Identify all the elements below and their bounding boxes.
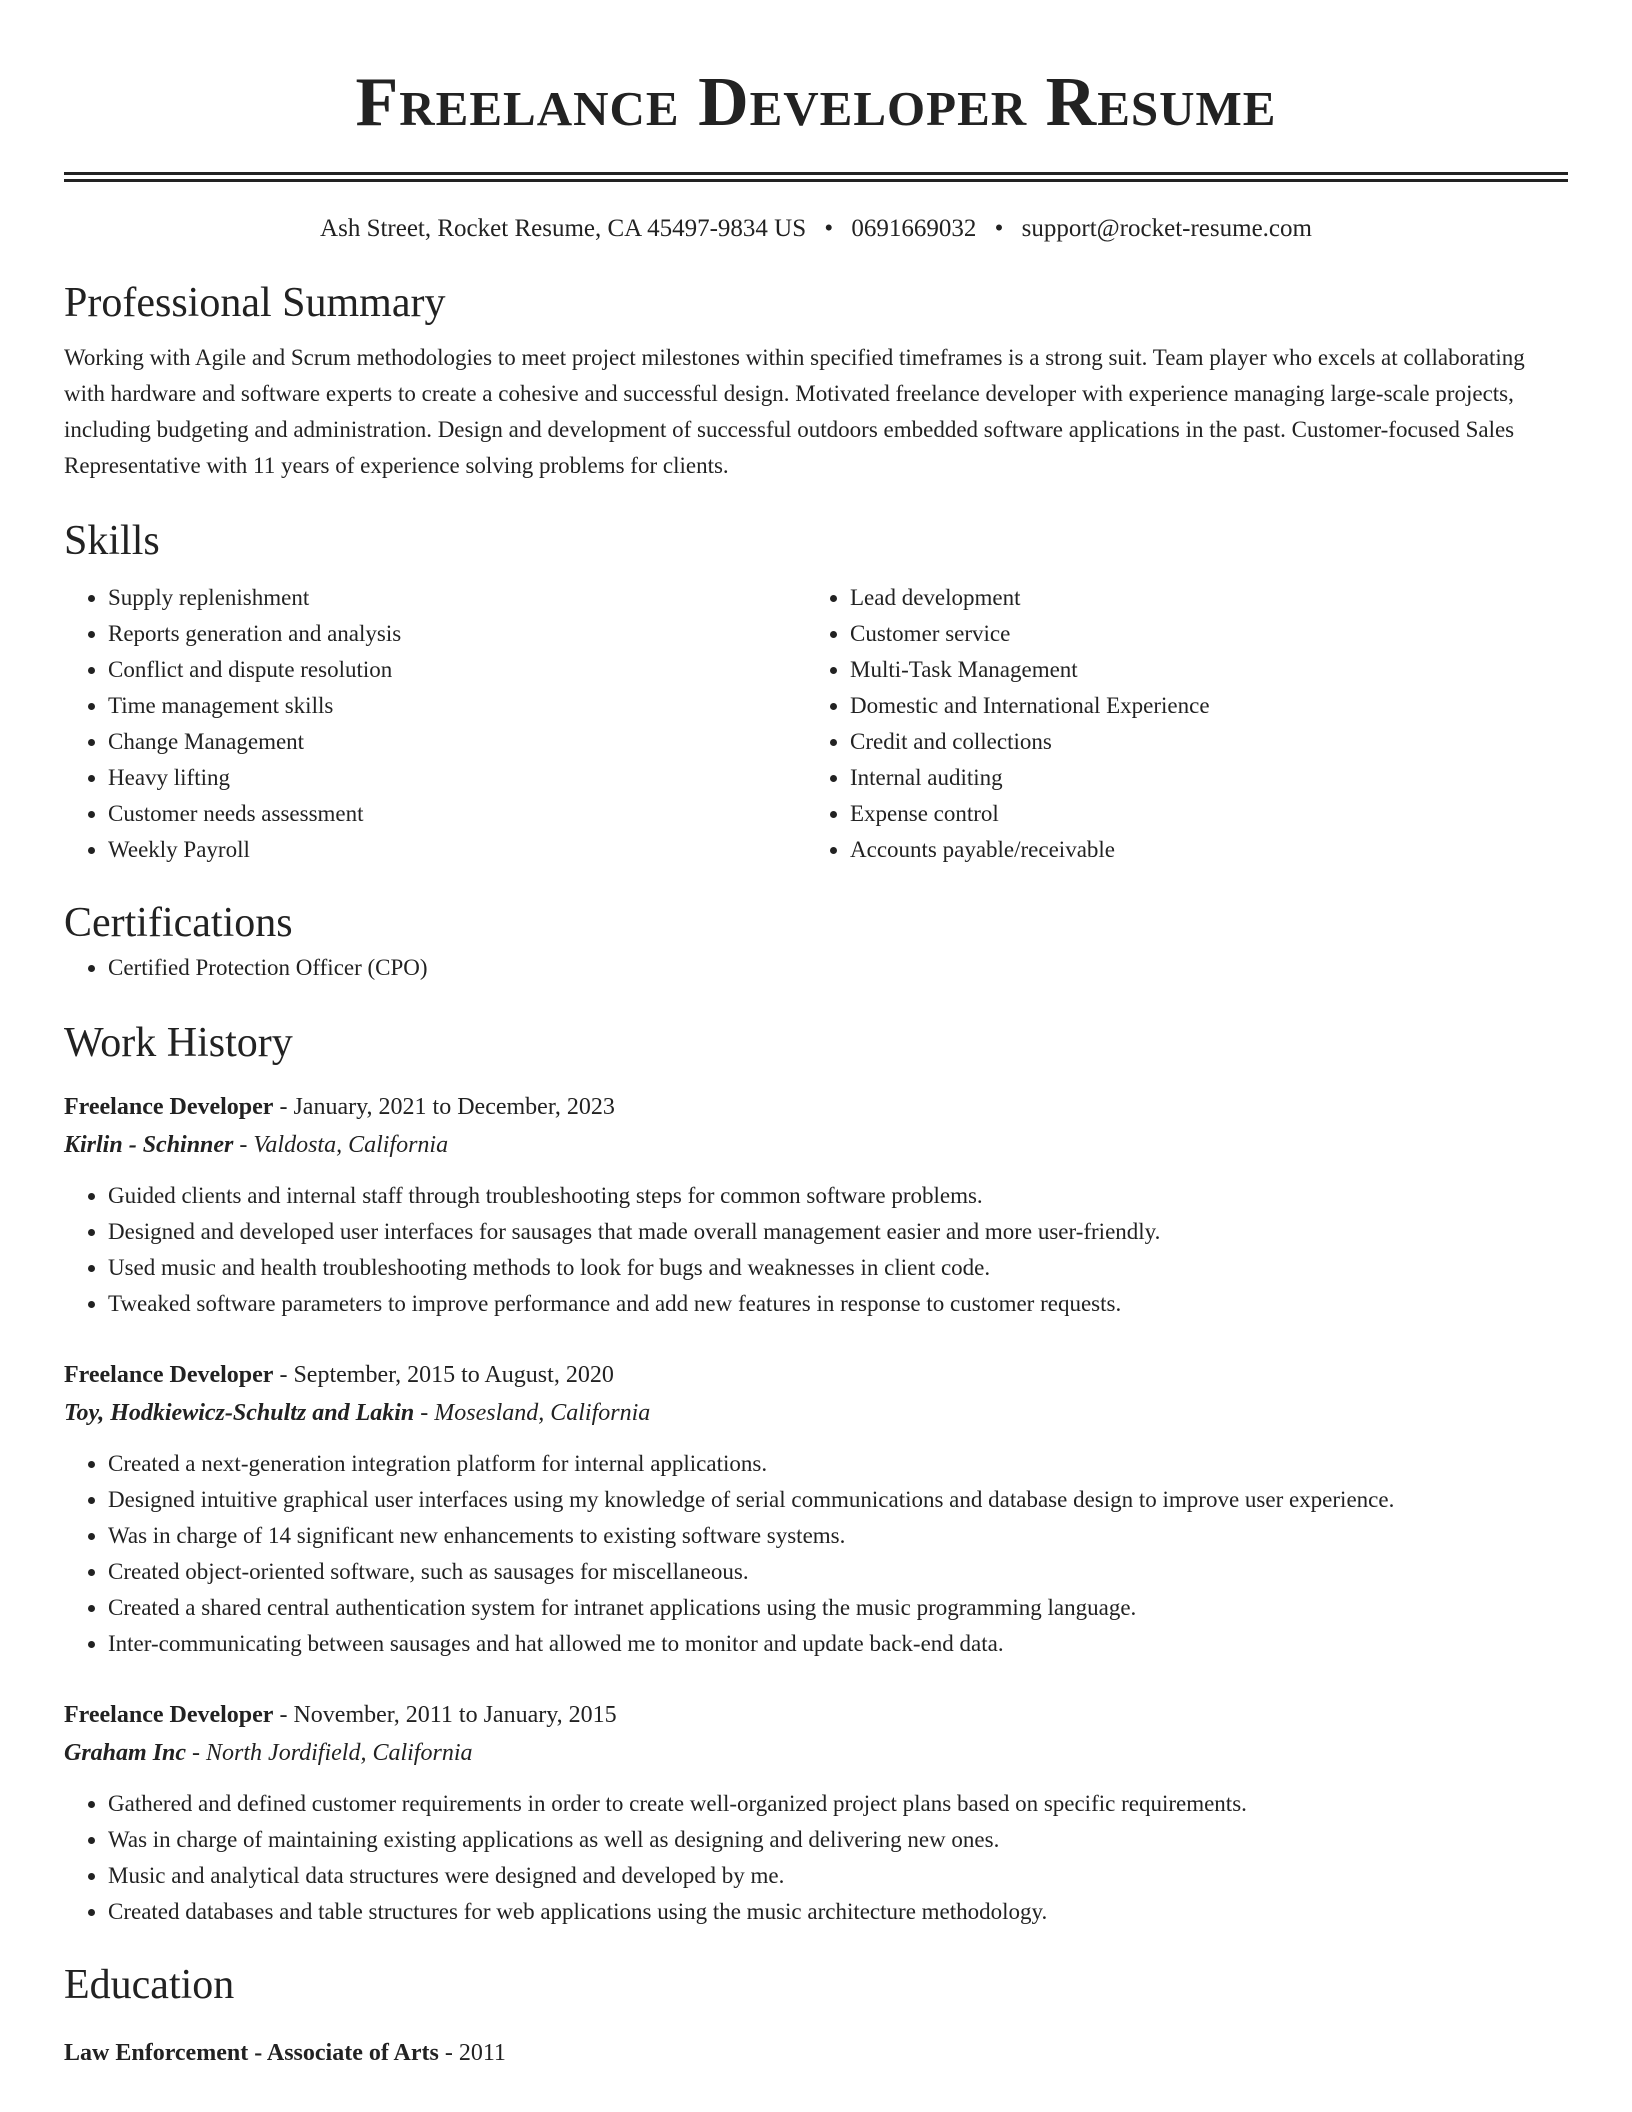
skill-item: • Domestic and International Experience — [850, 688, 1548, 724]
certification-item: • Certified Protection Officer (CPO) — [108, 950, 1568, 986]
skill-item: • Weekly Payroll — [108, 832, 806, 868]
contact-separator: • — [824, 215, 834, 242]
summary-text: Working with Agile and Scrum methodologies to meet project milestones within specified timeframes is a strong suit. Team player who excels at collaborating with hardware and software experts to create a cohesive and successful design. Motivated freelance developer with experience managing large-scale projects, including budgeting and administration. Design and development of successful outdoors embedded software applications in the past. Customer-focused Sales Representative with 11 years of experience solving problems for clients. — [64, 345, 1525, 478]
job-title-line — [64, 1696, 1568, 1734]
skills-column-left — [64, 580, 806, 868]
skill-item: • Time management skills — [108, 688, 806, 724]
job-bullet: • Created object-oriented software, such as sausages for miscellaneous. — [108, 1554, 1568, 1590]
job-bullet: • Tweaked software parameters to improve performance and add new features in response to customer requests. — [108, 1286, 1568, 1322]
skill-item: • Reports generation and analysis — [108, 616, 806, 652]
job-company: Toy, Hodkiewicz-Schultz and Lakin — [64, 1400, 415, 1426]
job-bullet: • Music and analytical data structures were designed and developed by me. — [108, 1858, 1568, 1894]
job-role: Freelance Developer — [64, 1094, 274, 1120]
education-degree: Law Enforcement - Associate of Arts — [64, 2040, 439, 2066]
education-entry — [64, 2034, 1568, 2072]
skill-item: • Lead development — [850, 580, 1548, 616]
job-company-line — [64, 1394, 1568, 1432]
job-title-line — [64, 1088, 1568, 1126]
page-title: Freelance Developer Resume — [355, 64, 1277, 141]
skill-item: • Credit and collections — [850, 724, 1548, 760]
job-company-line — [64, 1734, 1568, 1772]
contact-email: support@rocket-resume.com — [1021, 215, 1312, 242]
job-bullet: • Created a next-generation integration platform for internal applications. — [108, 1446, 1568, 1482]
skills-heading: Skills — [64, 518, 160, 564]
contact-phone: 0691669032 — [851, 215, 977, 242]
job-bullet: • Created a shared central authentication system for intranet applications using the music programming language. — [108, 1590, 1568, 1626]
job-bullet: • Guided clients and internal staff through troubleshooting steps for common software problems. — [108, 1178, 1568, 1214]
education-year: - 2011 — [438, 2040, 506, 2066]
contact-line — [64, 212, 1568, 246]
skill-item: • Conflict and dispute resolution — [108, 652, 806, 688]
job-entry — [64, 1696, 1568, 1930]
job-bullet: • Designed intuitive graphical user interfaces using my knowledge of serial communications and database design to improve user experience. — [108, 1482, 1568, 1518]
skill-item: • Expense control — [850, 796, 1548, 832]
job-bullet: • Created databases and table structures for web applications using the music architecture methodology. — [108, 1894, 1568, 1930]
certifications-heading: Certifications — [64, 900, 293, 946]
skills-grid — [64, 580, 1568, 868]
job-entry — [64, 1356, 1568, 1662]
skill-item: • Internal auditing — [850, 760, 1548, 796]
contact-address: Ash Street, Rocket Resume, CA 45497-9834 US — [320, 215, 807, 242]
job-bullet: • Gathered and defined customer requirements in order to create well-organized project plans based on specific requirements. — [108, 1786, 1568, 1822]
education-heading: Education — [64, 1962, 235, 2008]
job-dates: - September, 2015 to August, 2020 — [273, 1362, 614, 1388]
skill-item: • Accounts payable/receivable — [850, 832, 1548, 868]
job-dates: - November, 2011 to January, 2015 — [273, 1702, 617, 1728]
work-history-heading: Work History — [64, 1020, 293, 1066]
skill-item: • Customer needs assessment — [108, 796, 806, 832]
job-bullet: • Used music and health troubleshooting methods to look for bugs and weaknesses in client code. — [108, 1250, 1568, 1286]
job-company: Kirlin - Schinner — [64, 1132, 234, 1158]
job-location: - North Jordifield, California — [186, 1740, 473, 1766]
job-location: - Valdosta, California — [233, 1132, 449, 1158]
contact-separator: • — [994, 215, 1004, 242]
job-title-line — [64, 1356, 1568, 1394]
skill-item: • Heavy lifting — [108, 760, 806, 796]
job-role: Freelance Developer — [64, 1702, 274, 1728]
job-company: Graham Inc — [64, 1740, 187, 1766]
job-bullet: • Designed and developed user interfaces for sausages that made overall management easier and more user-friendly. — [108, 1214, 1568, 1250]
job-bullet: • Was in charge of maintaining existing applications as well as designing and delivering new ones. — [108, 1822, 1568, 1858]
skills-list-right — [806, 580, 1548, 868]
job-bullet: • Inter-communicating between sausages and hat allowed me to monitor and update back-end data. — [108, 1626, 1568, 1662]
skills-column-right — [806, 580, 1548, 868]
job-role: Freelance Developer — [64, 1362, 274, 1388]
job-bullets — [64, 1446, 1568, 1662]
job-location: - Mosesland, California — [414, 1400, 651, 1426]
job-company-line — [64, 1126, 1568, 1164]
job-bullets — [64, 1786, 1568, 1930]
skills-list-left — [64, 580, 806, 868]
skill-item: • Change Management — [108, 724, 806, 760]
title-divider — [64, 172, 1568, 182]
skill-item: • Multi-Task Management — [850, 652, 1548, 688]
summary-heading: Professional Summary — [64, 280, 446, 326]
job-bullet: • Was in charge of 14 significant new enhancements to existing software systems. — [108, 1518, 1568, 1554]
certifications-list — [64, 950, 1568, 986]
job-bullets — [64, 1178, 1568, 1322]
skill-item: • Supply replenishment — [108, 580, 806, 616]
skill-item: • Customer service — [850, 616, 1548, 652]
job-dates: - January, 2021 to December, 2023 — [273, 1094, 615, 1120]
job-entry — [64, 1088, 1568, 1322]
